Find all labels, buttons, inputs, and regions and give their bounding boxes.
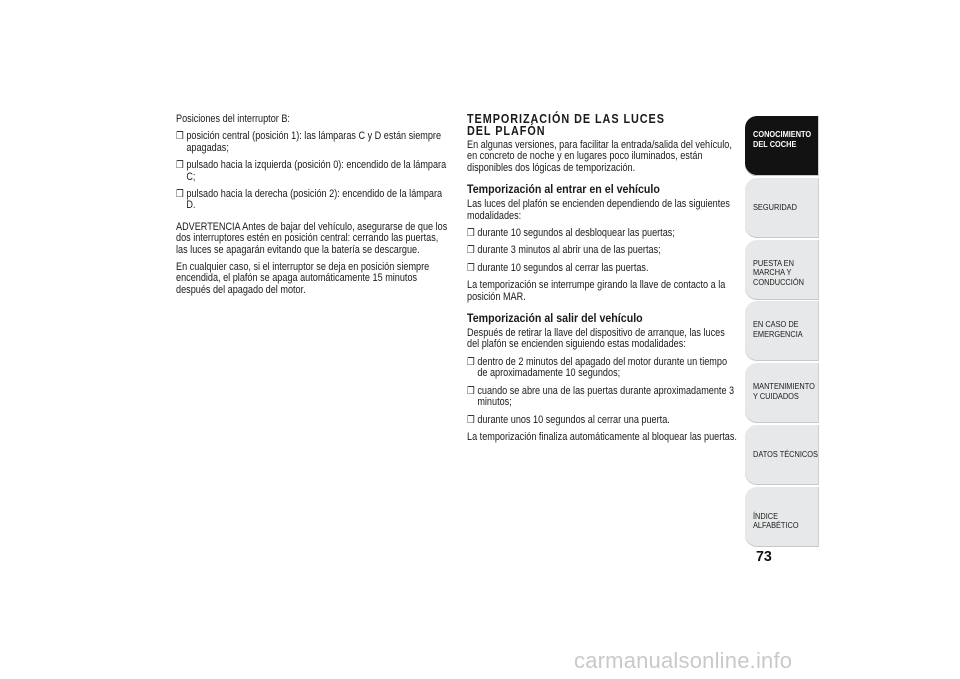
list-item: ❒ dentro de 2 minutos del apagado del motor durante un tiempo de aproximadamente 10 segundos; [467,355,728,380]
tab-label: MANTENIMIENTO Y CUIDADOS [753,381,815,401]
list-item: ❒ durante 10 segundos al cerrar las puertas. [467,261,649,274]
entry-intro: Las luces del plafón se encienden dependiendo de las siguientes modalidades: [467,198,730,222]
list-item: ❒ durante 10 segundos al desbloquear las puertas; [467,227,675,240]
checkbox-bullet-icon: ❒ [467,262,475,274]
checkbox-bullet-icon: ❒ [176,189,184,201]
checkbox-bullet-icon: ❒ [467,245,475,257]
checkbox-bullet-icon: ❒ [467,385,475,397]
switch-positions-intro: Posiciones del interruptor B: [176,113,290,125]
checkbox-bullet-icon: ❒ [467,356,475,368]
tab-label: ÍNDICE ALFABÉTICO [753,510,799,531]
left-column [176,114,448,302]
tab-label: SEGURIDAD [753,201,797,212]
list-item: ❒ posición central (posición 1): las lámparas C y D están siempre apagadas; [176,130,442,154]
tab-label: DATOS TÉCNICOS [753,448,818,459]
tab-seguridad[interactable] [745,178,819,238]
tab-label: EN CASO DE EMERGENCIA [753,319,803,339]
entry-end: La temporización se interrumpe girando la llave de contacto a la posición MAR. [467,279,726,303]
list-item: ❒ durante unos 10 segundos al cerrar una puerta. [467,413,670,426]
tab-puesta-en-marcha[interactable] [745,240,819,300]
tab-conocimiento-del-coche[interactable] [745,116,819,176]
exit-intro: Después de retirar la llave del dispositivo de arranque, las luces del plafón se encienden siguiendo estas modalidades: [467,327,725,351]
right-column [467,114,739,449]
section-intro: En algunas versiones, para facilitar la entrada/salida del vehículo, en concreto de noche y en lugares poco iluminados, están disponibles dos lógicas de temporización. [467,139,732,174]
entry-heading: Temporización al entrar en el vehículo [467,182,660,197]
tab-datos-tecnicos[interactable] [745,425,819,485]
checkbox-bullet-icon: ❒ [467,228,475,240]
checkbox-bullet-icon: ❒ [176,131,184,143]
list-item: ❒ pulsado hacia la izquierda (posición 0): encendido de la lámpara C; [176,159,447,183]
watermark: carmanualsonline.info [574,648,793,673]
note-paragraph: En cualquier caso, si el interruptor se deja en posición siempre encendida, el plafón se apaga automáticamente 15 minutos después del apagado del motor. [176,261,430,296]
tab-indice-alfabetico[interactable] [745,487,819,547]
list-item: ❒ durante 3 minutos al abrir una de las puertas; [467,244,661,257]
page-number: 73 [756,548,772,565]
tab-en-caso-de-emergencia[interactable] [745,301,819,361]
section-title: TEMPORIZACIÓN DE LAS LUCES DEL PLAFÓN [467,112,665,138]
tab-label: CONOCIMIENTO DEL COCHE [753,129,812,149]
tab-mantenimiento[interactable] [745,363,819,423]
warning-paragraph: ADVERTENCIA Antes de bajar del vehículo, asegurarse de que los dos interruptores estén en posición central: cerrando las puertas, las luces se apagarán evitando que la batería se descargue. [176,220,448,256]
chapter-tabs [745,116,819,549]
checkbox-bullet-icon: ❒ [176,160,184,172]
tab-label: PUESTA EN MARCHA Y CONDUCCIÓN [753,257,804,287]
checkbox-bullet-icon: ❒ [467,414,475,426]
list-item: ❒ cuando se abre una de las puertas durante aproximadamente 3 minutos; [467,384,735,409]
exit-end: La temporización finaliza automáticamente al bloquear las puertas. [467,430,737,443]
exit-heading: Temporización al salir del vehículo [467,311,643,326]
list-item: ❒ pulsado hacia la derecha (posición 2): encendido de la lámpara D. [176,188,443,212]
